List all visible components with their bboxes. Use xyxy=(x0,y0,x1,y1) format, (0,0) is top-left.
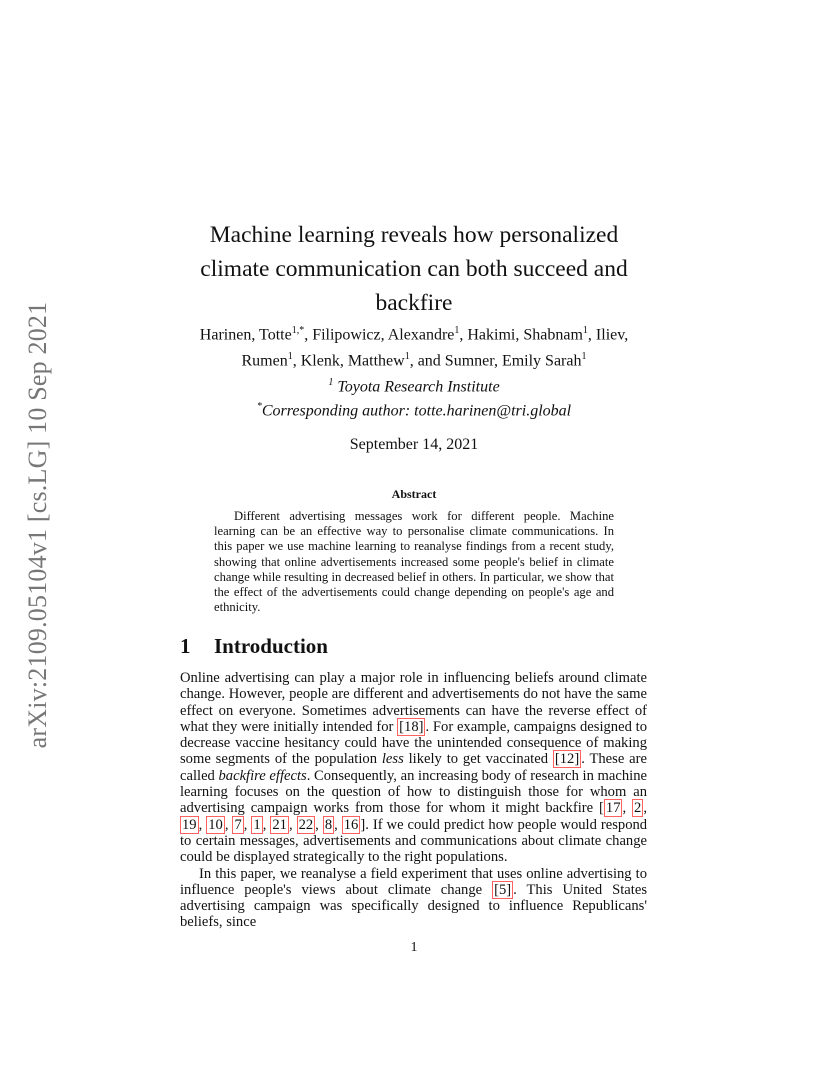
author-name: , Hakimi, Shabnam xyxy=(459,326,583,344)
text-run: In this paper, we reanalyse a field experiment that uses online advertising to influence people's views about climate change xyxy=(180,865,647,898)
corresponding-line xyxy=(180,397,648,421)
author-list xyxy=(180,320,648,373)
author-affil-mark: 1 xyxy=(404,351,410,363)
citation-link[interactable]: 1 xyxy=(253,816,261,833)
institution-name: Toyota Research Institute xyxy=(337,378,500,396)
affiliations xyxy=(180,373,648,422)
corresponding-author: Corresponding author: totte.harinen@tri.global xyxy=(261,402,572,420)
citation-link[interactable]: [18] xyxy=(399,718,424,735)
paper-title: Machine learning reveals how personalized climate communication can both succeed and backfire xyxy=(200,222,628,316)
paragraph xyxy=(180,866,647,931)
abstract-text: Different advertising messages work for different people. Machine learning can be an effective way to personalise climate communications. In this paper we use machine learning to reanalyse findings from a recent study, showing that online advertisements increased some people's belief in climate change while resulting in decreased belief in others. In particular, we show that the effect of the advertisements could change depending on people's age and ethnicity. xyxy=(214,509,614,615)
text-run: . Consequently, an increasing body of research in machine learning focuses on the question of how to distinguish those for whom an advertising campaign works from those for whom it might backfire [ xyxy=(180,767,647,817)
abstract-heading: Abstract xyxy=(391,487,437,501)
author-name: , and Sumner, Emily Sarah xyxy=(409,352,582,370)
author-affil-mark: 1,* xyxy=(291,325,305,336)
affil-mark: 1 xyxy=(328,377,334,388)
section-heading xyxy=(180,634,328,659)
author-name: , Filipowicz, Alexandre xyxy=(304,326,455,344)
citation-link[interactable]: 16 xyxy=(343,816,359,833)
paragraph: Online advertising can play a major role in influencing beliefs around climate change. However, people are different and advertisements do not have the same effect on everyone. Sometimes advertisements can have the reverse effect of what they were initially intended for [18] . For example, campaigns designed to decrease vaccine hesitancy could have the unintended consequence of making some segments of the population less likely to get vaccinated [12] . These are called backfire effects. Consequently, an increasing body of research in machine learning focuses on the question of how to distinguish those for whom an advertising campaign works from those for whom it might backfire [ 17 , 2 , 19 , 10 , 7 , 1 , 21 , 22 , 8 , 16 ]. If we could predict how people would respond to certain messages, advertisements and communications about climate change could be displayed strategically to the right populations. xyxy=(180,670,648,866)
citation-link[interactable]: 8 xyxy=(324,816,333,833)
text-run: . For example, campaigns designed to decrease vaccine hesitancy could have the unintended consequence of making some segments of the population xyxy=(180,718,647,768)
citation-link[interactable]: [5] xyxy=(494,881,512,898)
section-number: 1 xyxy=(180,634,191,658)
author-name: , Iliev, Rumen xyxy=(241,326,629,370)
institution-line xyxy=(180,373,648,397)
emphasis: less xyxy=(381,751,404,768)
citation-link[interactable]: 2 xyxy=(634,800,642,817)
author-affil-mark: 1 xyxy=(581,351,587,363)
citation-link[interactable]: [12] xyxy=(554,751,580,768)
citation-link[interactable]: 22 xyxy=(298,816,314,833)
text-run: . These are called xyxy=(180,751,647,784)
page-number: 1 xyxy=(410,940,418,955)
body-text xyxy=(180,670,647,931)
author-name: , Klenk, Matthew xyxy=(292,352,405,370)
text-run: likely to get vaccinated xyxy=(403,751,553,768)
author-affil-mark: 1 xyxy=(582,325,588,336)
text-run: Online advertising can play a major role in influencing beliefs around climate change. However, people are different and advertisements do not have the same effect on everyone. Sometimes advertisements can have the reverse effect of what they were initially intended for xyxy=(180,670,647,735)
text-run: ]. If we could predict how people would respond to certain messages, advertisements and communications about climate change could be displayed strategically to the right populations. xyxy=(180,816,648,866)
citation-link[interactable]: 21 xyxy=(272,816,287,833)
emphasis: backfire effects xyxy=(218,767,307,784)
citation-link[interactable]: 10 xyxy=(208,816,223,833)
corr-mark: * xyxy=(256,401,262,413)
paper-date: September 14, 2021 xyxy=(349,436,479,453)
author-affil-mark: 1 xyxy=(287,351,293,363)
author-affil-mark: 1 xyxy=(454,325,460,336)
citation-link[interactable]: 19 xyxy=(182,816,197,833)
citation-link[interactable]: 17 xyxy=(605,800,621,817)
arxiv-sidebar xyxy=(18,290,58,760)
section-title: Introduction xyxy=(214,634,328,658)
author-name: Harinen, Totte xyxy=(199,326,292,344)
arxiv-identifier: arXiv:2109.05104v1 [cs.LG] 10 Sep 2021 xyxy=(23,301,52,749)
text-run: . This United States advertising campaign was specifically designed to influence Republicans' beliefs, since xyxy=(180,881,648,931)
citation-link[interactable]: 7 xyxy=(234,816,242,833)
